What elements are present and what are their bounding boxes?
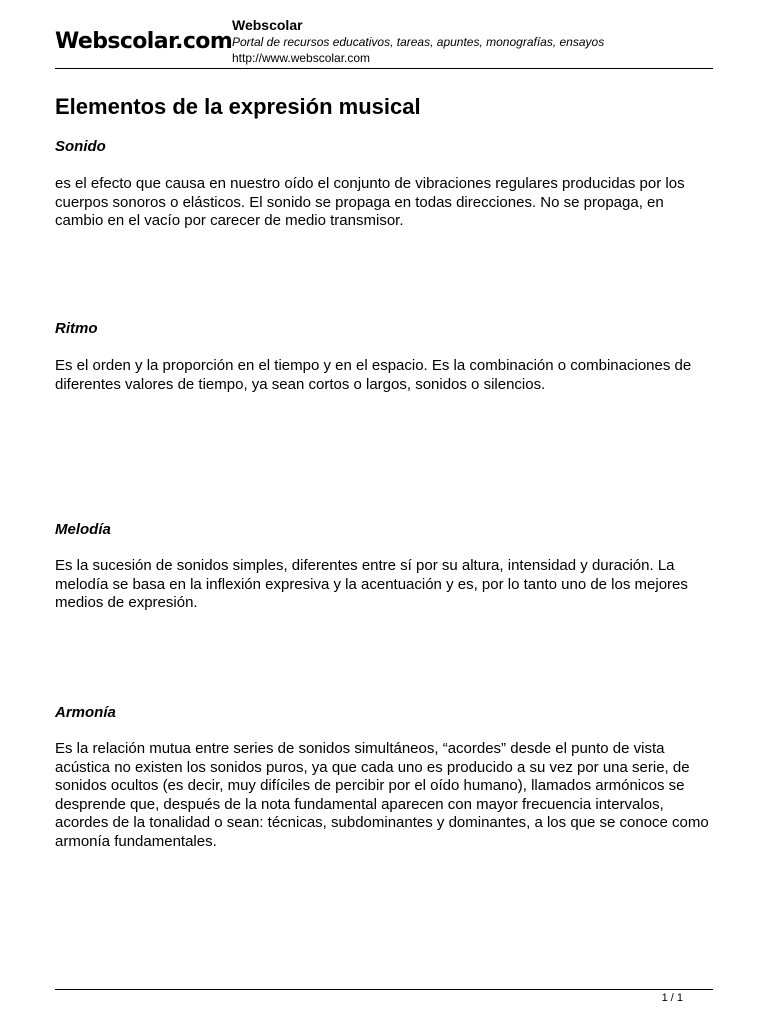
page-number: 1 / 1 [661, 992, 683, 1004]
section-body-sonido: es el efecto que causa en nuestro oído el conjunto de vibraciones regulares producidas por los cuerpos sonoros o elásticos. El sonido se propaga en todas direcciones. No se propaga, en cambio en el vacío por carecer de medio transmisor. [55, 175, 685, 229]
site-tagline: Portal de recursos educativos, tareas, apuntes, monografías, ensayos [232, 35, 605, 49]
section-heading-armonia: Armonía [55, 704, 116, 721]
header-divider [55, 68, 713, 69]
webscolar-logo[interactable]: Webscolar.com [55, 29, 233, 54]
header-text [232, 16, 604, 66]
site-name: Webscolar [232, 17, 303, 33]
section-body-melodia: Es la sucesión de sonidos simples, diferentes entre sí por su altura, intensidad y duración. La melodía se basa en la inflexión expresiva y la acentuación y es, por lo tanto uno de los mejores medios de expresión. [55, 557, 688, 611]
site-url-link[interactable]: http://www.webscolar.com [232, 51, 371, 65]
document-title: Elementos de la expresión musical [55, 94, 421, 119]
page-header [55, 16, 713, 68]
section-body-armonia: Es la relación mutua entre series de sonidos simultáneos, “acordes” desde el punto de vista acústica no existen los sonidos puros, ya que cada uno es producido a su vez por una serie, de sonidos ocultos (es decir, muy difíciles de percibir por el oído humano), llamados armónicos se desprende que, después de la nota fundamental aparecen con mayor frecuencia intervalos, acordes de la tonalidad o sean: técnicas, subdominantes y dominantes, a los que se conoce como armonía fundamentales. [55, 740, 709, 850]
footer-divider [55, 989, 713, 990]
section-body-ritmo: Es el orden y la proporción en el tiempo y en el espacio. Es la combinación o combinaciones de diferentes valores de tiempo, ya sean cortos o largos, sonidos o silencios. [55, 357, 692, 393]
section-heading-melodia: Melodía [55, 521, 111, 538]
section-heading-ritmo: Ritmo [55, 320, 98, 337]
section-heading-sonido: Sonido [55, 138, 106, 155]
